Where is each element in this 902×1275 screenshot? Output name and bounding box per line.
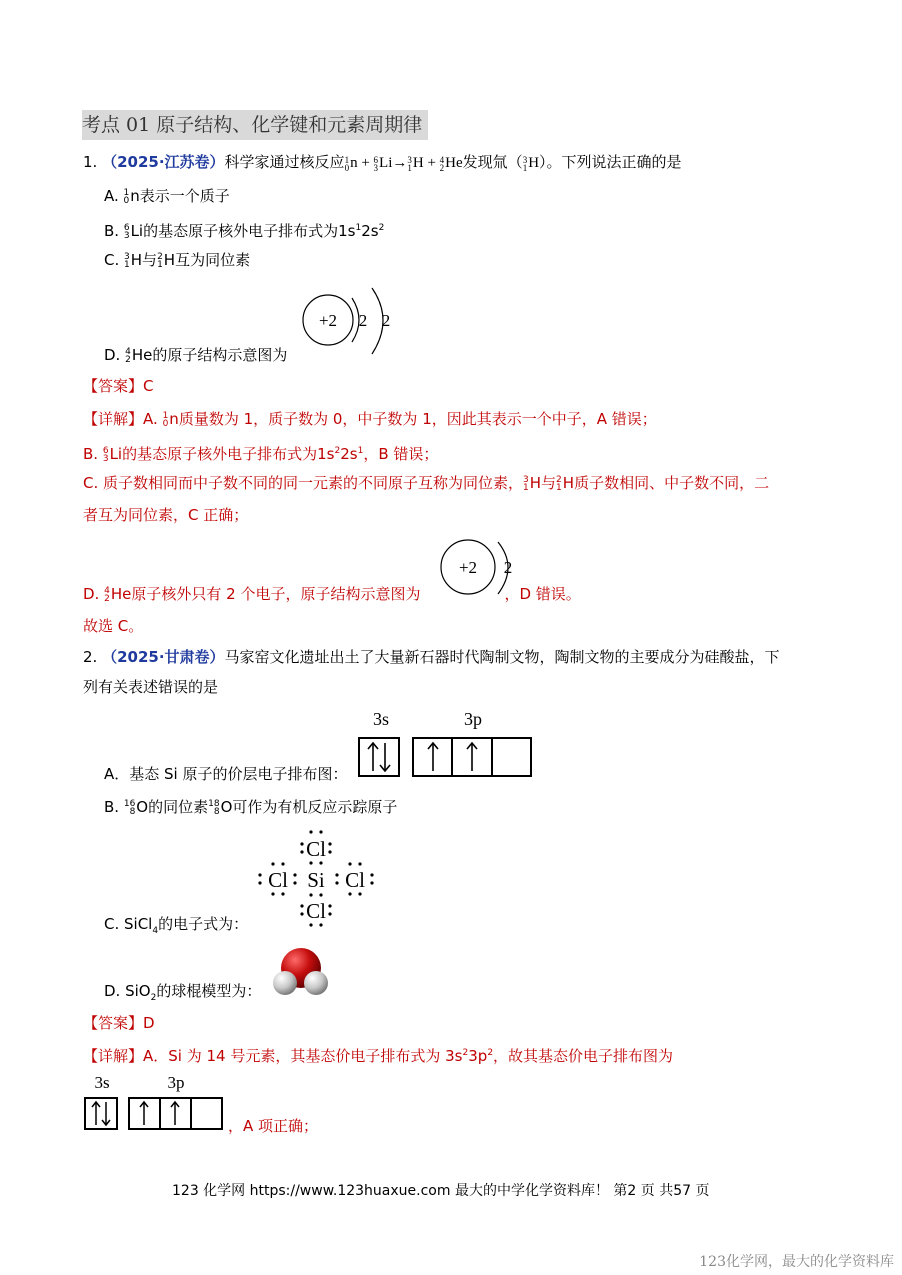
orbital-3p-label: 3p: [167, 1073, 185, 1092]
question-2-stem: 2. （2025·甘肃卷）马家窑文化遗址出土了大量新石器时代陶制文物，陶制文物的主要成分为硅酸盐，下: [83, 648, 780, 666]
q2-explanation-orbital-diagram: [82, 1070, 227, 1132]
q2-option-d: D. SiO$_2$的球棍模型为：: [104, 982, 262, 1003]
q2-explanation-tail: ，A 项正确；: [228, 1117, 319, 1135]
page-footer: 123 化学网 https://www.123huaxue.com 最大的中学化学资料库！ 第2 页 共57 页: [172, 1183, 710, 1199]
q1-explanation-c2: 者互为同位素，C 正确；: [83, 506, 249, 524]
q2-orbital-diagram: [355, 705, 535, 780]
q2-option-c: C. SiCl$_4$的电子式为：: [104, 915, 249, 936]
q2-lewis-structure: [250, 826, 380, 931]
question-1-stem: 1. （2025·江苏卷）科学家通过核反应 1 0 n + 6 3 Li→ 3 1 H + 4 2 He发现氚（ 3 1 H）。下列说法正确的是: [83, 153, 682, 173]
lewis-si: Si: [307, 868, 325, 892]
q1-answer: 【答案】C: [83, 377, 154, 395]
section-title: 考点 01 原子结构、化学键和元素周期律: [82, 114, 423, 136]
q1-option-a: A. 1 0 n表示一个质子: [104, 187, 230, 206]
q1-explanation-c: C. 质子数相同而中子数不同的同一元素的不同原子互称为同位素， 3 1 H与 2 1 H质子数相同、中子数不同，二: [83, 474, 770, 493]
q2-option-a: A．基态 Si 原子的价层电子排布图：: [104, 765, 348, 783]
lewis-cl-left: Cl: [268, 868, 288, 892]
question-2-stem-2: 列有关表述错误的是: [83, 678, 219, 696]
lewis-cl-bottom: Cl: [306, 899, 326, 923]
orbital-3s-label: 3s: [372, 709, 390, 729]
q1-explanation-d: D. 4 2 He原子核外只有 2 个电子，原子结构示意图为 ，D 错误。: [83, 585, 581, 604]
orbital-3s-label: 3s: [94, 1073, 110, 1092]
nucleus-label: +2: [458, 558, 478, 577]
q2-explanation-a: 【详解】A．Si 为 14 号元素，其基态价电子排布式为 $3s^23p^2$，故其基态价电子排布图为: [83, 1047, 674, 1065]
lewis-cl-top: Cl: [306, 837, 326, 861]
section-heading: [82, 110, 428, 140]
q1-option-b: B. 6 3 Li的基态原子核外电子排布式为$1s^12s^2$: [104, 222, 385, 241]
orbital-3p-label: 3p: [464, 709, 482, 729]
q2-option-b: B. 16 8 O的同位素 18 8 O可作为有机反应示踪原子: [104, 798, 398, 817]
lewis-cl-right: Cl: [345, 868, 365, 892]
question-source: （2025·江苏卷）: [102, 153, 225, 171]
q1-conclusion: 故选 C。: [83, 617, 144, 635]
shell-1-count: 2: [358, 311, 368, 330]
watermark: 123化学网，最大的化学资料库: [699, 1254, 894, 1270]
shell-count: 2: [503, 558, 513, 577]
nucleus-label: +2: [318, 311, 338, 330]
q1-option-d: D. 4 2 He的原子结构示意图为: [104, 346, 288, 365]
q1-atom-diagram: [300, 284, 400, 356]
q1-explanation-b: B. 6 3 Li的基态原子核外电子排布式为$1s^22s^1$，B 错误；: [83, 445, 439, 464]
shell-2-count: 2: [381, 311, 391, 330]
q1-explanation-a: 【详解】A. 1 0 n质量数为 1，质子数为 0，中子数为 1，因此其表示一个中子，A 错误；: [83, 410, 657, 429]
q1-option-c: C. 3 1 H与 2 1 H互为同位素: [104, 251, 251, 270]
question-source: （2025·甘肃卷）: [102, 648, 225, 666]
q2-answer: 【答案】D: [83, 1014, 155, 1032]
q2-ball-model-image: [268, 946, 334, 1000]
